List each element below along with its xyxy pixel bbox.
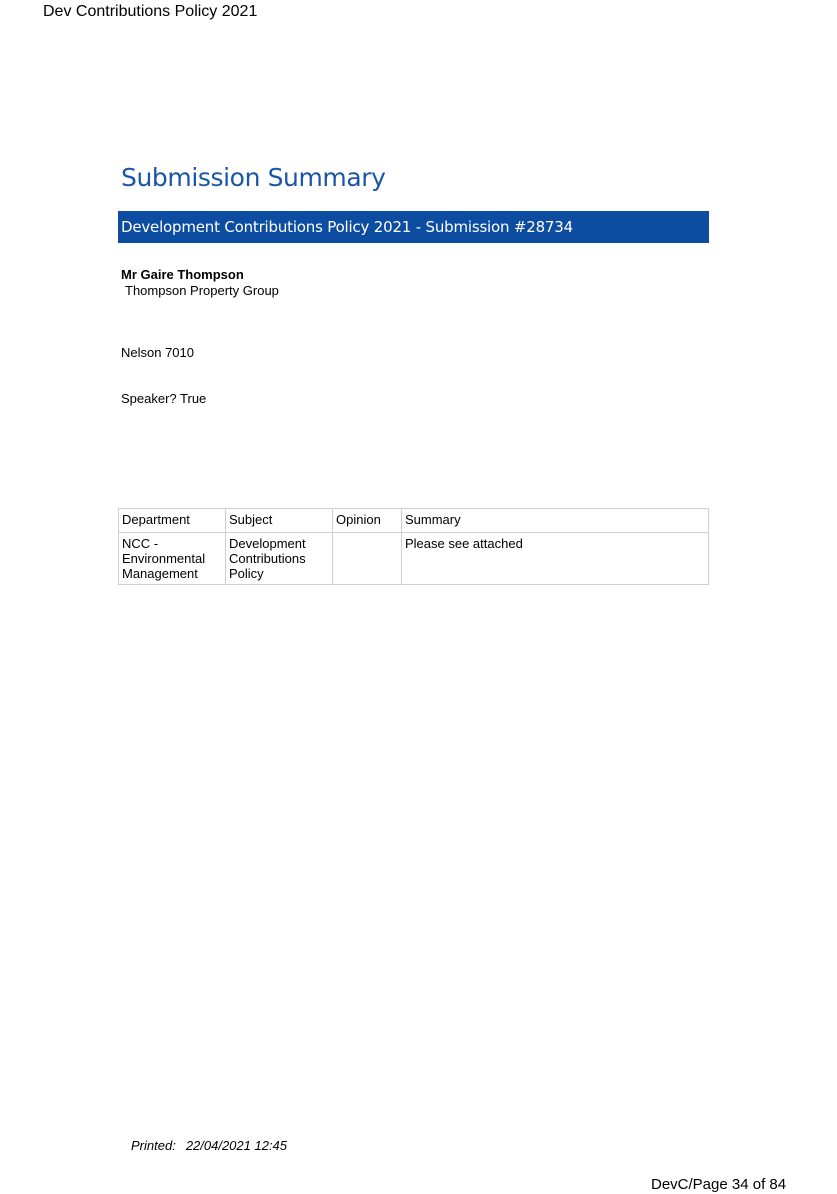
document-header: Dev Contributions Policy 2021 — [43, 3, 258, 20]
header-department: Department — [119, 509, 226, 533]
cell-summary: Please see attached — [402, 533, 709, 585]
printed-label: Printed: — [131, 1138, 176, 1153]
page-number: DevC/Page 34 of 84 — [651, 1176, 787, 1193]
header-opinion: Opinion — [333, 509, 402, 533]
printed-value: 22/04/2021 12:45 — [185, 1138, 288, 1153]
speaker-status: Speaker? True — [121, 391, 207, 406]
printed-timestamp — [131, 1138, 287, 1153]
cell-opinion — [333, 533, 402, 585]
submission-banner: Development Contributions Policy 2021 - Submission #28734 — [118, 211, 709, 243]
table-row — [119, 533, 709, 585]
submitter-organisation: Thompson Property Group — [125, 283, 279, 298]
submission-table — [118, 508, 709, 585]
cell-subject — [226, 533, 333, 585]
submitter-address: Nelson 7010 — [121, 345, 194, 360]
page-title: Submission Summary — [121, 163, 386, 192]
header-summary: Summary — [402, 509, 709, 533]
header-subject: Subject — [226, 509, 333, 533]
table-header-row — [119, 509, 709, 533]
subject-line: Contributions — [229, 551, 306, 566]
department-line: Management — [122, 566, 198, 581]
submitter-name: Mr Gaire Thompson — [121, 267, 244, 282]
department-line: Environmental — [122, 551, 206, 566]
subject-line: Policy — [229, 566, 264, 581]
subject-line: Development — [229, 536, 306, 551]
department-line: NCC - — [122, 536, 159, 551]
cell-department — [119, 533, 226, 585]
